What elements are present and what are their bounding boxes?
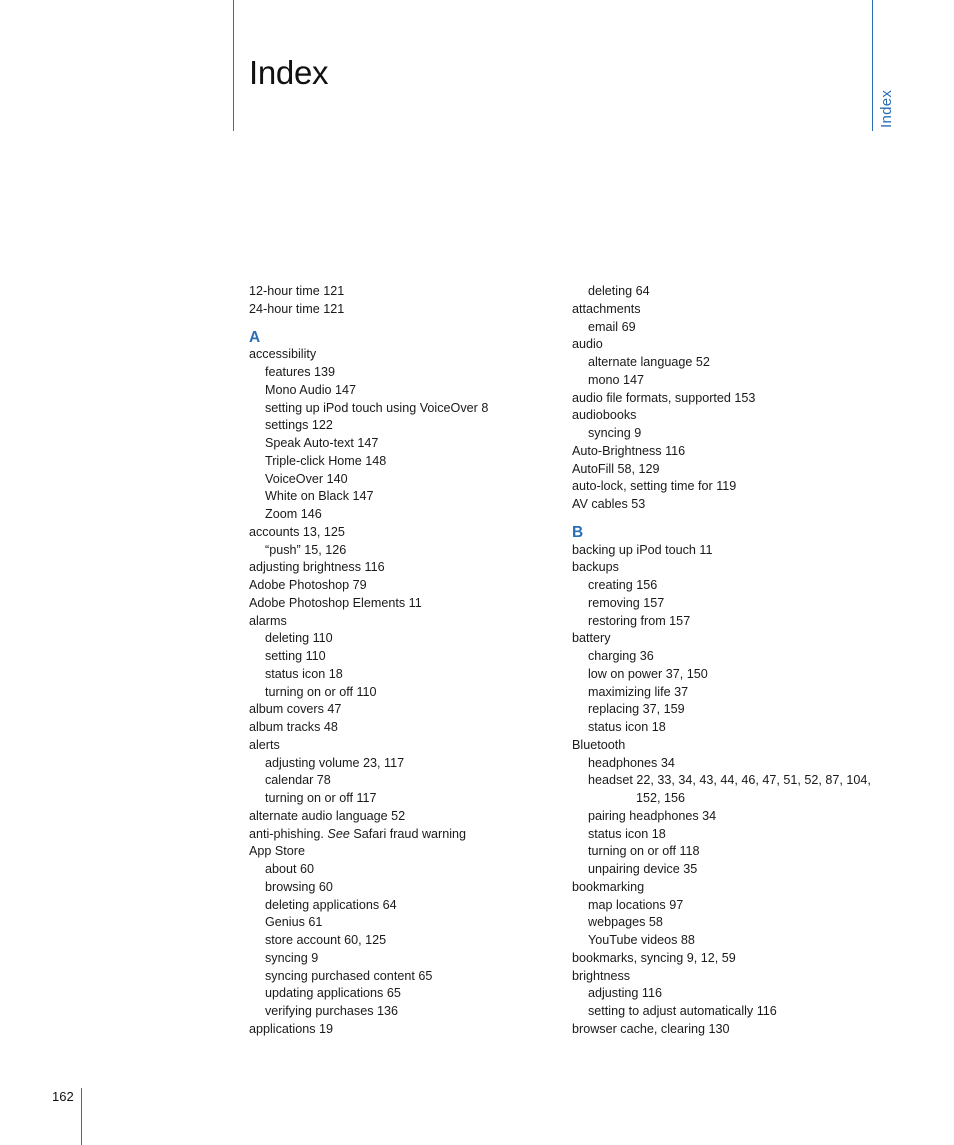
index-subentry: YouTube videos 88 xyxy=(588,933,695,947)
index-subentry: status icon 18 xyxy=(588,720,666,734)
index-subentry: features 139 xyxy=(265,365,336,379)
footer-accent-rule xyxy=(81,1088,82,1145)
index-letter-heading: B xyxy=(572,523,584,541)
index-entry: attachments xyxy=(572,301,641,316)
index-subentry: syncing purchased content 65 xyxy=(265,968,433,983)
index-subentry: creating 156 xyxy=(588,578,658,592)
index-subentry: unpairing device 35 xyxy=(588,862,698,876)
index-entry: browser cache, clearing 130 xyxy=(572,1021,730,1036)
index-subentry: updating applications 65 xyxy=(265,986,401,1001)
index-subentry: map locations 97 xyxy=(588,897,684,912)
index-subentry: VoiceOver 140 xyxy=(265,471,348,486)
index-entry: auto-lock, setting time for 119 xyxy=(572,479,737,494)
index-entry: album tracks 48 xyxy=(249,720,338,734)
index-column-left xyxy=(249,283,559,1039)
index-entry: App Store xyxy=(249,844,306,859)
index-subentry: status icon 18 xyxy=(588,826,666,841)
index-subentry: syncing 9 xyxy=(265,950,319,965)
index-entry: audiobooks xyxy=(572,408,637,423)
index-entry: Auto-Brightness 116 xyxy=(572,443,686,458)
index-subentry: Mono Audio 147 xyxy=(265,382,357,397)
index-subentry: headset 22, 33, 34, 43, 44, 46, 47, 51, 52, 87, 104, 152, 156 xyxy=(588,773,871,805)
index-subentry: turning on or off 118 xyxy=(588,844,700,859)
index-entry: backing up iPod touch 11 xyxy=(572,542,713,557)
index-subentry: turning on or off 110 xyxy=(265,684,377,699)
index-entry: brightness xyxy=(572,968,631,983)
index-subentry: webpages 58 xyxy=(588,915,663,930)
index-letter-heading: A xyxy=(249,328,261,346)
index-subentry: restoring from 157 xyxy=(588,613,691,628)
index-subentry: setting to adjust automatically 116 xyxy=(588,1004,777,1018)
index-subentry: status icon 18 xyxy=(265,666,343,681)
index-entry: AV cables 53 xyxy=(572,497,646,511)
index-entry: backups xyxy=(572,560,619,575)
index-subentry: Speak Auto-text 147 xyxy=(265,436,379,450)
index-entry: accessibility xyxy=(249,347,317,362)
page-title: Index xyxy=(249,54,329,91)
index-subentry: Zoom 146 xyxy=(265,507,322,521)
index-entry: accounts 13, 125 xyxy=(249,524,345,539)
index-entry: alerts xyxy=(249,737,280,752)
index-entry: album covers 47 xyxy=(249,702,342,717)
index-subentry: store account 60, 125 xyxy=(265,933,387,947)
index-subentry: calendar 78 xyxy=(265,773,331,788)
side-tab-label: Index xyxy=(878,89,895,128)
index-subentry: about 60 xyxy=(265,862,315,876)
index-subentry: setting up iPod touch using VoiceOver 8 xyxy=(265,400,489,415)
index-subentry: browsing 60 xyxy=(265,879,333,894)
index-subentry: removing 157 xyxy=(588,595,665,610)
index-entry: applications 19 xyxy=(249,1021,334,1036)
index-subentry: syncing 9 xyxy=(588,426,642,440)
index-subentry: deleting applications 64 xyxy=(265,897,397,912)
index-subentry: charging 36 xyxy=(588,649,654,663)
index-subentry: maximizing life 37 xyxy=(588,684,689,699)
index-entry xyxy=(249,826,559,844)
index-subentry: Genius 61 xyxy=(265,915,323,930)
right-accent-rule xyxy=(872,0,873,131)
left-accent-rule xyxy=(233,0,234,131)
see-target: Safari fraud warning xyxy=(349,826,467,841)
index-subentry: Triple-click Home 148 xyxy=(265,453,387,468)
index-subentry: turning on or off 117 xyxy=(265,791,377,805)
index-subentry: settings 122 xyxy=(265,418,333,433)
index-entry: AutoFill 58, 129 xyxy=(572,461,660,476)
index-subentry: adjusting volume 23, 117 xyxy=(265,755,405,770)
index-subentry: White on Black 147 xyxy=(265,489,374,504)
index-subentry: alternate language 52 xyxy=(588,355,710,369)
index-subentry: pairing headphones 34 xyxy=(588,808,717,823)
index-subentry: adjusting 116 xyxy=(588,986,662,1001)
index-entry: battery xyxy=(572,631,611,646)
index-subentry: setting 110 xyxy=(265,649,326,663)
index-subentry: headphones 34 xyxy=(588,755,675,770)
index-entry: 24-hour time 121 xyxy=(249,301,345,316)
index-subentry: email 69 xyxy=(588,319,636,334)
index-subentry: replacing 37, 159 xyxy=(588,702,685,717)
index-entry: Adobe Photoshop 79 xyxy=(249,578,367,592)
index-entry: alternate audio language 52 xyxy=(249,808,406,823)
index-subentry: deleting 64 xyxy=(588,284,650,298)
see-reference: See xyxy=(327,826,350,841)
index-subentry: “push” 15, 126 xyxy=(265,542,347,557)
index-subentry: verifying purchases 136 xyxy=(265,1004,399,1018)
page-number: 162 xyxy=(52,1089,74,1104)
index-subentry: low on power 37, 150 xyxy=(588,666,708,681)
index-entry-text: anti-phishing. xyxy=(249,826,328,841)
index-entry: Adobe Photoshop Elements 11 xyxy=(249,595,422,610)
index-entry: bookmarking xyxy=(572,879,645,894)
index-entry: Bluetooth xyxy=(572,737,626,752)
index-entry: audio file formats, supported 153 xyxy=(572,390,756,405)
index-subentry: mono 147 xyxy=(588,372,645,387)
index-entry: audio xyxy=(572,337,603,352)
index-entry: adjusting brightness 116 xyxy=(249,560,385,575)
index-column-right xyxy=(572,283,882,1039)
index-entry: 12-hour time 121 xyxy=(249,284,345,298)
index-subentry: deleting 110 xyxy=(265,631,333,646)
index-entry: alarms xyxy=(249,613,287,628)
index-entry: bookmarks, syncing 9, 12, 59 xyxy=(572,950,736,965)
